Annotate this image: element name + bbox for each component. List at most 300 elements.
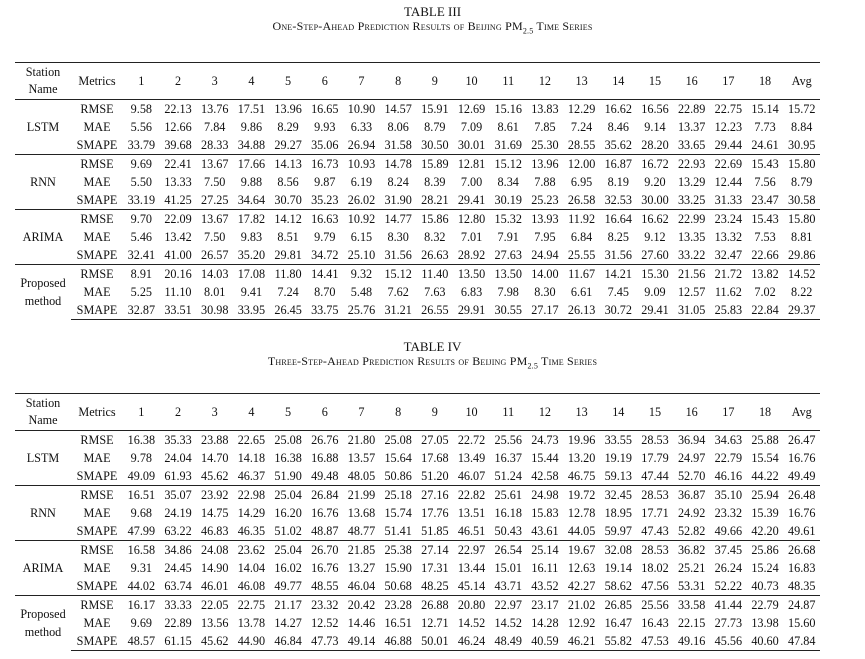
value-cell: 9.58 <box>130 102 152 116</box>
value-cell: 27.60 <box>641 248 669 262</box>
value-cell: 30.72 <box>600 301 637 320</box>
value-cell: 24.19 <box>164 506 192 520</box>
value-cell: 14.70 <box>201 451 229 465</box>
value-cell: 12.52 <box>311 616 339 630</box>
value-cell: 25.04 <box>270 486 307 505</box>
value-cell: 26.63 <box>421 248 449 262</box>
value-cell: 29.81 <box>274 248 302 262</box>
value-cell: 8.51 <box>277 230 299 244</box>
table-row <box>15 486 820 505</box>
value-cell: 17.79 <box>641 451 669 465</box>
value-cell: 11.80 <box>270 265 307 284</box>
value-cell: 31.90 <box>384 193 412 207</box>
value-cell: 16.76 <box>788 451 816 465</box>
table-row <box>15 467 820 486</box>
value-cell: 20.42 <box>343 596 380 615</box>
value-cell: 16.43 <box>641 616 669 630</box>
value-cell: 14.03 <box>196 265 233 284</box>
value-cell: 9.87 <box>314 175 336 189</box>
value-cell: 49.77 <box>274 579 302 593</box>
value-cell: 8.01 <box>204 285 226 299</box>
value-cell: 6.84 <box>570 230 593 244</box>
value-cell: 12.57 <box>677 285 706 299</box>
metric-name-cell: SMAPE <box>76 524 118 538</box>
value-cell: 6.33 <box>350 120 373 134</box>
value-cell: 22.09 <box>160 210 197 229</box>
metric-name-cell: MAE <box>83 451 111 465</box>
metric-name-cell: SMAPE <box>76 469 118 483</box>
metric-name-cell: SMAPE <box>71 632 123 651</box>
value-cell: 32.41 <box>127 248 156 262</box>
value-cell: 46.84 <box>270 632 307 651</box>
value-cell: 25.76 <box>343 301 380 320</box>
value-cell: 15.30 <box>637 265 674 284</box>
value-cell: 35.23 <box>311 193 339 207</box>
value-cell: 59.13 <box>604 469 632 483</box>
value-cell: 63.74 <box>164 579 192 593</box>
value-cell: 22.84 <box>747 301 784 320</box>
value-cell: 34.63 <box>714 433 743 447</box>
value-cell: 49.09 <box>127 469 156 483</box>
value-cell: 48.35 <box>788 579 816 593</box>
value-cell: 28.53 <box>637 541 674 560</box>
value-cell: 12.00 <box>563 155 600 174</box>
value-cell: 36.94 <box>677 433 706 447</box>
value-cell: 16.20 <box>274 506 302 520</box>
value-cell: 44.05 <box>567 524 596 538</box>
value-cell: 24.97 <box>677 451 706 465</box>
value-cell: 39.68 <box>164 138 192 152</box>
value-cell: 24.61 <box>751 138 779 152</box>
value-cell: 9.88 <box>240 175 263 189</box>
header-text: Name <box>28 413 58 427</box>
value-cell: 8.79 <box>424 120 446 134</box>
value-cell: 21.17 <box>270 596 307 615</box>
model-name-line2: method <box>24 294 62 309</box>
value-cell: 12.71 <box>421 616 449 630</box>
value-cell: 6.95 <box>570 175 593 189</box>
value-cell: 49.48 <box>311 469 339 483</box>
value-cell: 48.77 <box>347 524 376 538</box>
value-cell: 42.58 <box>531 469 559 483</box>
value-cell: 30.55 <box>490 301 527 320</box>
value-cell: 8.56 <box>277 175 299 189</box>
table-row <box>15 301 820 320</box>
value-cell: 15.60 <box>788 616 816 630</box>
value-cell: 33.79 <box>127 138 156 152</box>
metric-name-cell: MAE <box>83 506 111 520</box>
value-cell: 7.88 <box>534 175 556 189</box>
metric-name-cell: RMSE <box>71 155 123 174</box>
model-name-cell <box>15 486 71 541</box>
value-cell: 5.25 <box>130 285 152 299</box>
metric-name-cell: RMSE <box>71 265 123 284</box>
value-cell: 29.27 <box>274 138 302 152</box>
value-cell: 12.69 <box>457 102 486 116</box>
value-cell: 12.92 <box>567 616 596 630</box>
value-cell: 16.62 <box>604 102 632 116</box>
value-cell: 8.32 <box>424 230 446 244</box>
value-cell: 43.61 <box>531 524 559 538</box>
value-cell: 25.14 <box>527 541 564 560</box>
value-cell: 25.38 <box>380 541 417 560</box>
value-cell: 22.89 <box>677 102 706 116</box>
value-cell: 14.21 <box>600 265 637 284</box>
value-cell: 8.81 <box>791 230 813 244</box>
value-cell: 31.58 <box>384 138 412 152</box>
metric-name-cell: SMAPE <box>71 301 123 320</box>
value-cell: 15.12 <box>490 155 527 174</box>
value-cell: 5.48 <box>350 285 373 299</box>
table-row <box>15 173 820 191</box>
value-cell: 28.55 <box>567 138 596 152</box>
model-name: LSTM <box>26 120 60 134</box>
value-cell: 22.99 <box>673 210 710 229</box>
value-cell: 28.33 <box>201 138 229 152</box>
value-cell: 13.29 <box>677 175 706 189</box>
model-name: RNN <box>30 506 56 520</box>
table-row <box>15 100 820 119</box>
value-cell: 7.98 <box>497 285 519 299</box>
table-iii-caption <box>0 4 865 38</box>
value-cell: 48.49 <box>490 632 527 651</box>
value-cell: 16.73 <box>306 155 343 174</box>
value-cell: 25.55 <box>567 248 596 262</box>
value-cell: 26.02 <box>347 193 376 207</box>
value-cell: 26.55 <box>417 301 454 320</box>
value-cell: 26.47 <box>788 433 816 447</box>
value-cell: 9.79 <box>314 230 336 244</box>
value-cell: 15.16 <box>494 102 522 116</box>
value-cell: 40.59 <box>527 632 564 651</box>
value-cell: 46.83 <box>201 524 229 538</box>
value-cell: 26.76 <box>311 433 339 447</box>
value-cell: 22.72 <box>457 433 486 447</box>
value-cell: 23.62 <box>233 541 270 560</box>
value-cell: 32.08 <box>600 541 637 560</box>
value-cell: 48.05 <box>347 469 376 483</box>
value-cell: 9.69 <box>130 616 152 630</box>
metric-name-cell: RMSE <box>80 433 114 447</box>
value-cell: 13.51 <box>457 506 486 520</box>
value-cell: 12.29 <box>567 102 596 116</box>
value-cell: 9.83 <box>240 230 263 244</box>
value-cell: 14.18 <box>237 451 266 465</box>
value-cell: 16.38 <box>127 433 156 447</box>
value-cell: 27.17 <box>527 301 564 320</box>
value-cell: 13.20 <box>567 451 596 465</box>
table-row <box>15 136 820 155</box>
value-cell: 24.08 <box>196 541 233 560</box>
value-cell: 31.05 <box>673 301 710 320</box>
value-cell: 47.84 <box>783 632 820 651</box>
value-cell: 13.37 <box>677 120 706 134</box>
value-cell: 8.19 <box>607 175 629 189</box>
value-cell: 13.83 <box>531 102 559 116</box>
value-cell: 15.12 <box>380 265 417 284</box>
value-cell: 7.24 <box>277 285 299 299</box>
value-cell: 13.57 <box>347 451 376 465</box>
value-cell: 42.27 <box>567 579 596 593</box>
table-row <box>15 504 820 522</box>
value-cell: 22.65 <box>237 433 266 447</box>
table-row <box>15 118 820 136</box>
value-cell: 28.53 <box>641 433 669 447</box>
value-cell: 16.17 <box>123 596 160 615</box>
value-cell: 31.33 <box>714 193 743 207</box>
table-row <box>15 596 820 615</box>
value-cell: 26.54 <box>490 541 527 560</box>
metric-name-cell: MAE <box>83 120 111 134</box>
value-cell: 16.64 <box>600 210 637 229</box>
value-cell: 35.07 <box>160 486 197 505</box>
value-cell: 22.75 <box>714 102 743 116</box>
value-cell: 11.62 <box>714 285 742 299</box>
column-header: 8 <box>380 63 417 100</box>
value-cell: 11.92 <box>563 210 600 229</box>
value-cell: 13.68 <box>347 506 376 520</box>
value-cell: 12.78 <box>567 506 596 520</box>
value-cell: 6.61 <box>570 285 593 299</box>
value-cell: 36.87 <box>673 486 710 505</box>
value-cell: 20.16 <box>160 265 197 284</box>
value-cell: 51.90 <box>274 469 302 483</box>
value-cell: 15.44 <box>531 451 559 465</box>
table-iii <box>15 62 820 320</box>
value-cell: 27.05 <box>421 433 449 447</box>
value-cell: 29.37 <box>783 301 820 320</box>
value-cell: 22.82 <box>453 486 490 505</box>
value-cell: 25.04 <box>270 541 307 560</box>
value-cell: 21.99 <box>343 486 380 505</box>
value-cell: 15.83 <box>531 506 559 520</box>
value-cell: 46.16 <box>714 469 743 483</box>
value-cell: 23.17 <box>527 596 564 615</box>
value-cell: 58.62 <box>604 579 632 593</box>
value-cell: 23.92 <box>196 486 233 505</box>
value-cell: 24.87 <box>783 596 820 615</box>
value-cell: 14.52 <box>457 616 486 630</box>
column-header: 3 <box>196 63 233 100</box>
value-cell: 13.32 <box>714 230 743 244</box>
table-number: TABLE III <box>403 4 462 19</box>
value-cell: 40.60 <box>747 632 784 651</box>
value-cell: 12.44 <box>714 175 743 189</box>
value-cell: 15.64 <box>384 451 412 465</box>
column-header: 8 <box>380 394 417 431</box>
value-cell: 46.04 <box>347 579 376 593</box>
table-row <box>15 577 820 596</box>
value-cell: 9.86 <box>240 120 263 134</box>
value-cell: 22.79 <box>714 451 743 465</box>
value-cell: 17.31 <box>421 561 449 575</box>
value-cell: 46.88 <box>380 632 417 651</box>
station-name-header <box>15 63 71 100</box>
value-cell: 19.96 <box>567 433 596 447</box>
value-cell: 7.73 <box>754 120 776 134</box>
value-cell: 16.76 <box>788 506 816 520</box>
value-cell: 16.56 <box>641 102 669 116</box>
value-cell: 7.62 <box>387 285 409 299</box>
value-cell: 37.45 <box>710 541 747 560</box>
value-cell: 8.46 <box>607 120 629 134</box>
value-cell: 33.33 <box>160 596 197 615</box>
header-row <box>15 394 820 431</box>
value-cell: 24.98 <box>527 486 564 505</box>
value-cell: 23.32 <box>714 506 743 520</box>
value-cell: 46.08 <box>237 579 266 593</box>
value-cell: 15.24 <box>751 561 779 575</box>
table-number: TABLE IV <box>403 339 462 354</box>
value-cell: 13.93 <box>527 210 564 229</box>
value-cell: 16.02 <box>274 561 302 575</box>
model-name-cell <box>15 541 71 596</box>
value-cell: 21.56 <box>673 265 710 284</box>
value-cell: 21.02 <box>563 596 600 615</box>
value-cell: 34.88 <box>237 138 266 152</box>
value-cell: 19.67 <box>563 541 600 560</box>
value-cell: 14.00 <box>527 265 564 284</box>
value-cell: 6.15 <box>350 230 373 244</box>
value-cell: 8.70 <box>314 285 336 299</box>
value-cell: 52.22 <box>714 579 743 593</box>
value-cell: 46.51 <box>457 524 486 538</box>
table-row <box>15 522 820 541</box>
value-cell: 7.84 <box>204 120 226 134</box>
value-cell: 9.32 <box>343 265 380 284</box>
value-cell: 15.54 <box>751 451 779 465</box>
value-cell: 13.33 <box>164 175 192 189</box>
value-cell: 33.58 <box>673 596 710 615</box>
value-cell: 8.34 <box>497 175 519 189</box>
column-header: 6 <box>306 63 343 100</box>
value-cell: 33.75 <box>306 301 343 320</box>
value-cell: 26.24 <box>714 561 743 575</box>
value-cell: 27.16 <box>417 486 454 505</box>
value-cell: 13.67 <box>196 155 233 174</box>
value-cell: 16.47 <box>604 616 632 630</box>
value-cell: 26.57 <box>201 248 229 262</box>
value-cell: 45.56 <box>710 632 747 651</box>
value-cell: 26.88 <box>417 596 454 615</box>
value-cell: 42.20 <box>751 524 779 538</box>
value-cell: 47.53 <box>637 632 674 651</box>
value-cell: 9.70 <box>123 210 160 229</box>
value-cell: 51.85 <box>421 524 449 538</box>
column-header: 6 <box>306 394 343 431</box>
value-cell: 9.14 <box>644 120 666 134</box>
value-cell: 16.88 <box>311 451 339 465</box>
value-cell: 9.31 <box>130 561 152 575</box>
value-cell: 14.28 <box>531 616 559 630</box>
value-cell: 18.95 <box>604 506 632 520</box>
column-header: 2 <box>160 394 197 431</box>
value-cell: 53.31 <box>677 579 706 593</box>
value-cell: 24.45 <box>164 561 192 575</box>
value-cell: 33.22 <box>677 248 706 262</box>
value-cell: 46.35 <box>237 524 266 538</box>
value-cell: 28.20 <box>641 138 669 152</box>
column-header: Avg <box>783 394 820 431</box>
value-cell: 26.70 <box>306 541 343 560</box>
value-cell: 49.14 <box>343 632 380 651</box>
header-text: Station <box>25 396 61 410</box>
table-body <box>15 431 820 651</box>
value-cell: 10.93 <box>343 155 380 174</box>
value-cell: 59.97 <box>604 524 632 538</box>
value-cell: 61.15 <box>160 632 197 651</box>
value-cell: 25.10 <box>347 248 376 262</box>
value-cell: 12.66 <box>164 120 192 134</box>
value-cell: 50.01 <box>417 632 454 651</box>
metric-name-cell: MAE <box>83 285 111 299</box>
value-cell: 13.42 <box>164 230 192 244</box>
value-cell: 29.86 <box>788 248 816 262</box>
value-cell: 33.65 <box>677 138 706 152</box>
value-cell: 15.74 <box>384 506 412 520</box>
value-cell: 26.94 <box>347 138 376 152</box>
column-header: 14 <box>600 394 637 431</box>
value-cell: 29.41 <box>637 301 674 320</box>
value-cell: 46.07 <box>457 469 486 483</box>
value-cell: 17.66 <box>233 155 270 174</box>
column-header: 18 <box>747 63 784 100</box>
value-cell: 31.21 <box>380 301 417 320</box>
value-cell: 35.33 <box>164 433 192 447</box>
model-name: LSTM <box>26 451 60 465</box>
value-cell: 30.00 <box>641 193 669 207</box>
value-cell: 46.24 <box>453 632 490 651</box>
value-cell: 41.00 <box>164 248 192 262</box>
value-cell: 8.79 <box>791 175 813 189</box>
value-cell: 13.50 <box>490 265 527 284</box>
value-cell: 17.82 <box>233 210 270 229</box>
value-cell: 5.50 <box>130 175 152 189</box>
value-cell: 30.50 <box>421 138 449 152</box>
model-name-cell <box>15 265 71 320</box>
value-cell: 32.47 <box>714 248 743 262</box>
value-cell: 25.18 <box>380 486 417 505</box>
value-cell: 25.88 <box>751 433 779 447</box>
value-cell: 20.80 <box>453 596 490 615</box>
value-cell: 16.87 <box>600 155 637 174</box>
model-name-line2: method <box>24 625 62 640</box>
table-row <box>15 541 820 560</box>
value-cell: 7.53 <box>754 230 776 244</box>
value-cell: 27.25 <box>201 193 229 207</box>
value-cell: 22.97 <box>490 596 527 615</box>
value-cell: 34.64 <box>237 193 266 207</box>
column-header: 17 <box>710 394 747 431</box>
value-cell: 14.90 <box>201 561 229 575</box>
value-cell: 9.93 <box>314 120 336 134</box>
model-name: ARIMA <box>22 561 64 575</box>
value-cell: 48.57 <box>123 632 160 651</box>
header-row <box>15 63 820 100</box>
value-cell: 29.44 <box>714 138 743 152</box>
value-cell: 13.67 <box>196 210 233 229</box>
value-cell: 25.21 <box>677 561 706 575</box>
value-cell: 15.91 <box>421 102 449 116</box>
value-cell: 8.30 <box>534 285 556 299</box>
metric-name-cell: SMAPE <box>76 138 118 152</box>
value-cell: 44.02 <box>127 579 156 593</box>
value-cell: 47.99 <box>127 524 156 538</box>
value-cell: 47.44 <box>641 469 669 483</box>
table-header <box>15 394 820 431</box>
column-header: 15 <box>637 394 674 431</box>
table-title: Three-Step-Ahead Prediction Results of Beijing $PM_{2.5}$ Time Series <box>267 354 598 371</box>
